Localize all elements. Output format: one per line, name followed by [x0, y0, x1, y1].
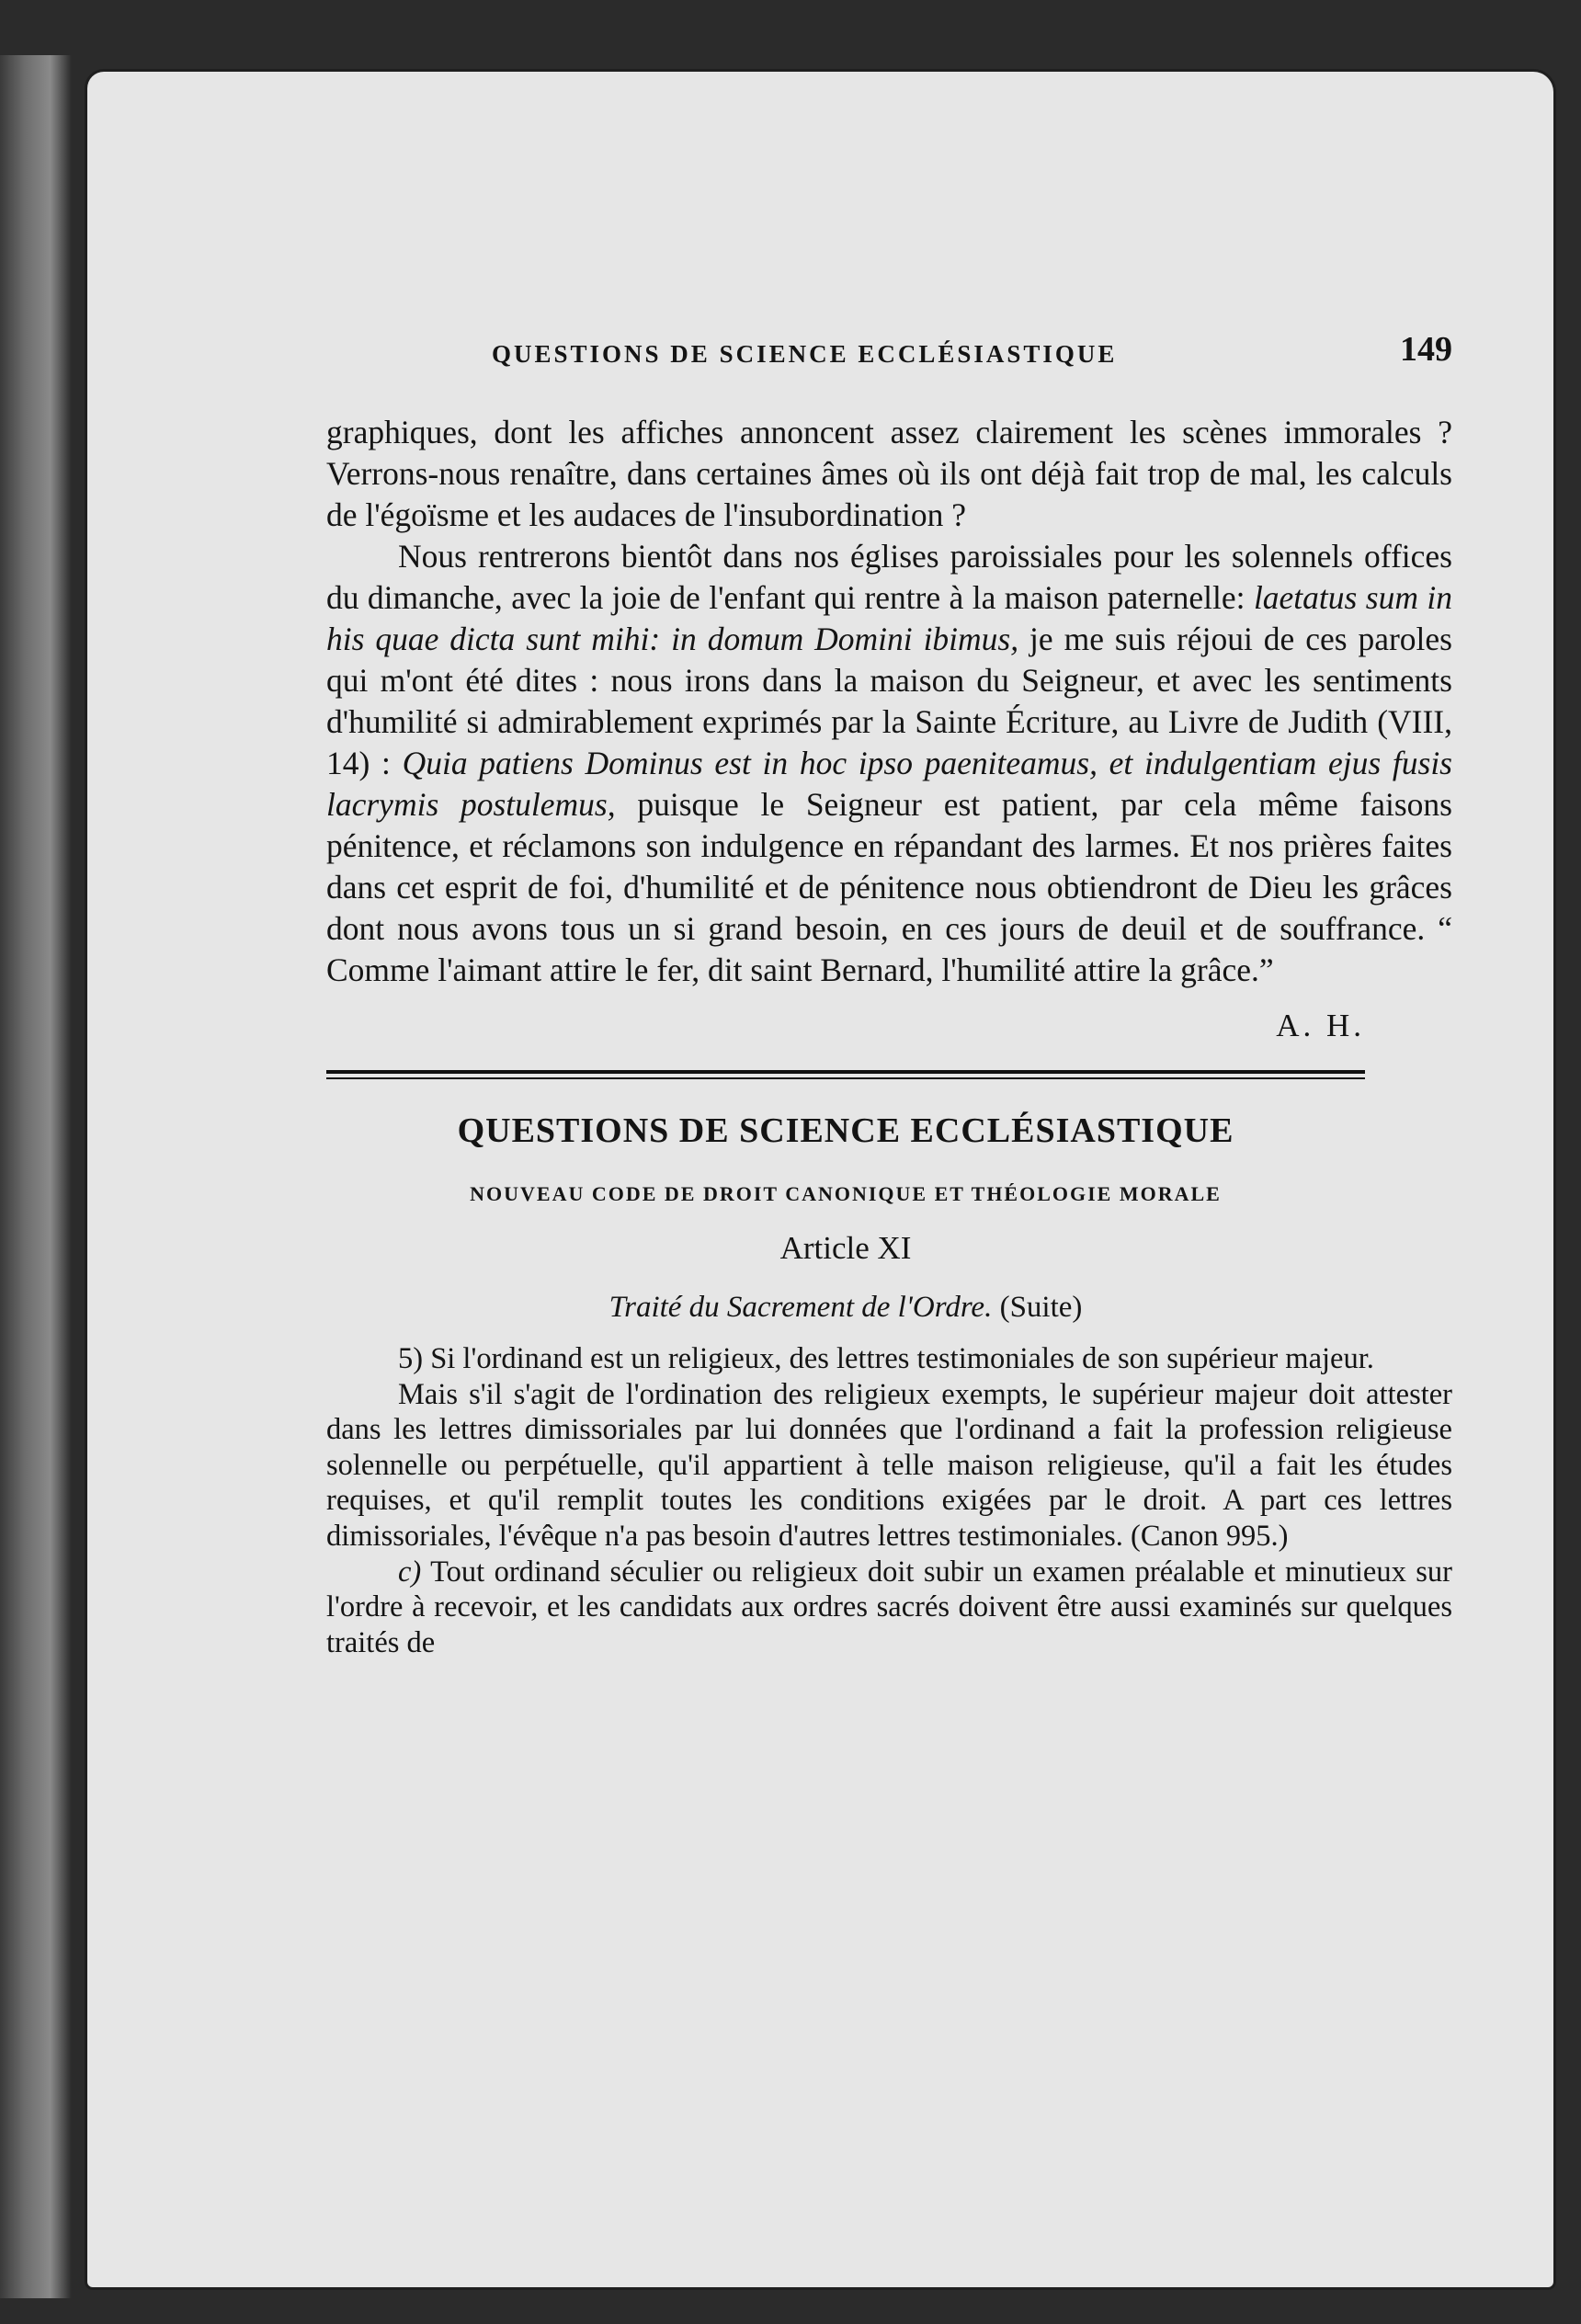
page-content: [326, 329, 1452, 1660]
running-head-title: QUESTIONS DE SCIENCE ECCLÉSIASTIQUE: [492, 340, 1118, 368]
section-divider: [326, 1070, 1365, 1079]
paragraph-2-part-a: Nous rentrerons bientôt dans nos églises paroissiales pour les solennels offices du dimanche, avec la joie de l'enfant qui rentre à la maison paternelle:: [326, 538, 1452, 616]
treatise-suite: (Suite): [999, 1291, 1083, 1324]
paragraph-2: [326, 536, 1452, 991]
paragraph-2-part-e: puisque le Seigneur est patient, par cela même faisons pénitence, et réclamons son indulgence en répandant des larmes. Et nos prières faites dans cet esprit de foi, d'humilité et de pénitence nous obtiendront de Dieu les grâces dont nous avons tous un si grand besoin, en ces jours de deuil et de souffrance. “ Comme l'aimant attire le fer, dit saint Bernard, l'humilité attire la grâce.”: [326, 786, 1452, 988]
item-label-c: c): [398, 1555, 422, 1589]
section-subtitle: NOUVEAU CODE DE DROIT CANONIQUE ET THÉOLOGIE MORALE: [470, 1182, 1222, 1205]
paragraph-1: graphiques, dont les affiches annoncent assez clairement les scènes immorales ? Verrons-nous renaître, dans certaines âmes où ils ont déjà fait trop de mal, les calculs de l'égoïsme et les audaces de l'insubordination ?: [326, 414, 1452, 533]
section-paragraph-2: Mais s'il s'agit de l'ordination des religieux exempts, le supérieur majeur doit attester dans les lettres dimissoriales par lui données que l'ordinand a fait la profession religieuse solennelle ou perpétuelle, qu'il appartient à telle maison religieuse, qu'il a fait les études requises, et qu'il remplit toutes les conditions exigées par le droit. A part ces lettres dimissoriales, l'évêque n'a pas besoin d'autres lettres testimoniales. (Canon 995.): [326, 1377, 1452, 1553]
section-title: QUESTIONS DE SCIENCE ECCLÉSIASTIQUE: [457, 1111, 1234, 1150]
latin-quote-judith: Quia patiens Dominus est in hoc ipso paeniteamus, et indulgentiam ejus fusis lacrymis postulemus,: [326, 745, 1452, 823]
book-page: [87, 72, 1553, 2287]
treatise-heading: [326, 1291, 1365, 1325]
section-paragraph-3-text: Tout ordinand séculier ou religieux doit subir un examen préalable et minutieux sur l'ordre à recevoir, et les candidats aux ordres sacrés doivent être aussi examinés sur quelques traités de: [326, 1555, 1452, 1659]
adjacent-page-edge: [0, 55, 72, 2298]
page-number: 149: [1400, 330, 1452, 369]
running-head: [326, 329, 1452, 384]
section-paragraph-1: 5) Si l'ordinand est un religieux, des lettres testimoniales de son supérieur majeur.: [398, 1342, 1374, 1375]
treatise-title: Traité du Sacrement de l'Ordre.: [609, 1291, 993, 1324]
section-paragraph-3: [326, 1555, 1452, 1661]
article-heading: Article XI: [779, 1230, 912, 1266]
latin-quote-psalm: laetatus sum in his quae dicta sunt mihi: in domum Domini ibimus,: [326, 579, 1452, 657]
author-signature: A. H.: [1276, 1008, 1365, 1043]
paragraph-2-part-c: je me suis réjoui de ces paroles qui m'ont été dites : nous irons dans la maison du Seigneur, et avec les sentiments d'humilité si admirablement exprimés par la Sainte Écriture, au Livre de Judith (VIII, 14) :: [326, 621, 1452, 781]
section-body: [326, 1341, 1452, 1660]
